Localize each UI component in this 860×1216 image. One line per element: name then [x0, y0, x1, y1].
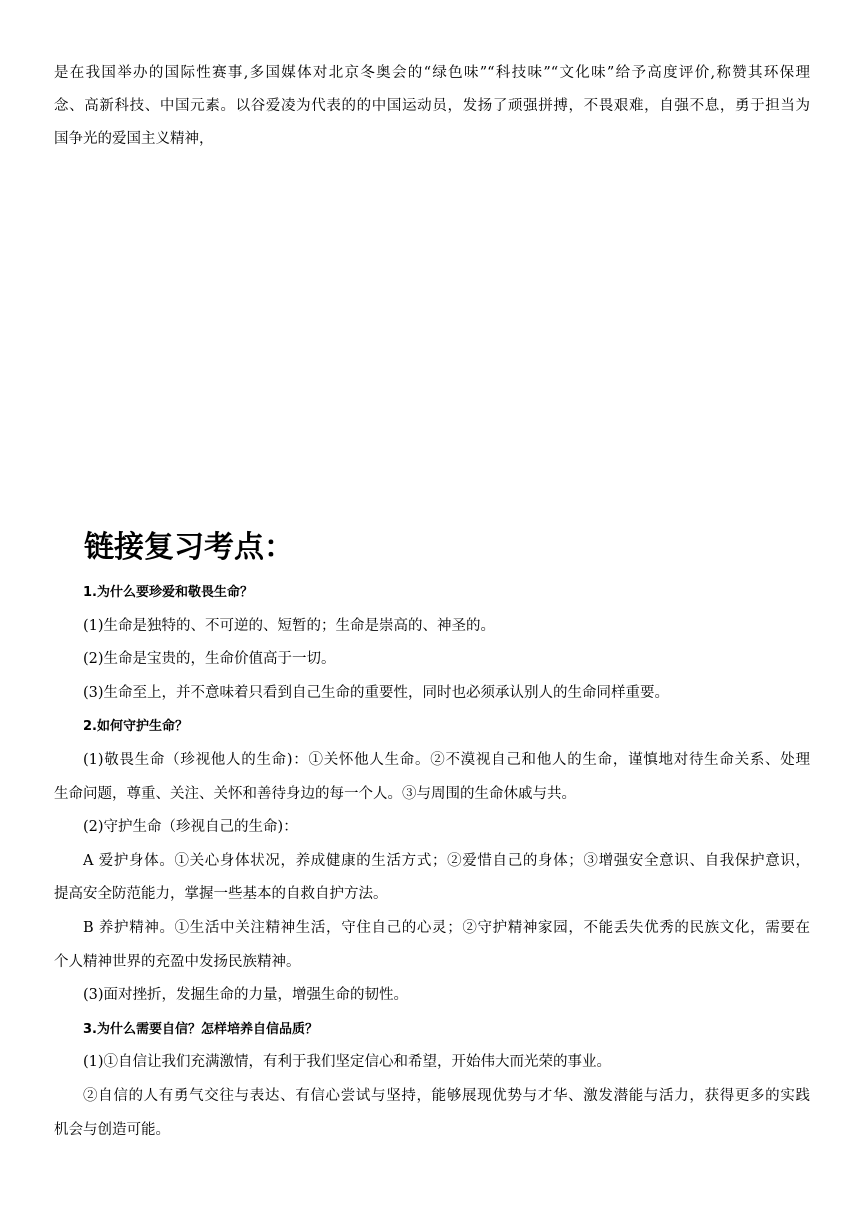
question-1-answer-1: (1)生命是独特的、不可逆的、短暂的；生命是崇高的、神圣的。 [83, 617, 496, 634]
intro-paragraph [54, 57, 810, 156]
question-2-answer-2: (2)守护生命（珍视自己的生命)： [83, 819, 298, 836]
question-2-answer-1-line-2: 生命问题，尊重、关注、关怀和善待身边的每一个人。③与周围的生命休戚与共。 [54, 785, 576, 802]
question-1-title: 1.为什么要珍爱和敬畏生命？ [83, 585, 253, 600]
question-3-answer-2-line-2: 机会与创造可能。 [54, 1121, 170, 1138]
intro-line-2: 念、高新科技、中国元素。以谷爱凌为代表的的中国运动员，发扬了顽强拼搏，不畏艰难，自强不息，勇于担当为 [54, 98, 810, 114]
question-1-answer-2: (2)生命是宝贵的，生命价值高于一切。 [83, 651, 336, 668]
question-3-title: 3.为什么需要自信？怎样培养自信品质？ [83, 1021, 318, 1037]
question-1-answer-3: (3)生命至上，并不意味着只看到自己生命的重要性，同时也必须承认别人的生命同样重要。 [83, 684, 670, 701]
question-2-answer-2a-line-1: A 爱护身体。①关心身体状况，养成健康的生活方式；②爱惜自己的身体；③增强安全意识、自我保护意识， [83, 852, 810, 869]
question-2-answer-3: (3)面对挫折，发掘生命的力量，增强生命的韧性。 [83, 987, 409, 1004]
review-points [54, 576, 810, 1147]
question-2-title: 2.如何守护生命？ [83, 719, 188, 735]
question-3-answer-1: (1)①自信让我们充满激情，有利于我们坚定信心和希望，开始伟大而光荣的事业。 [83, 1054, 612, 1071]
question-2-answer-2b-line-2: 个人精神世界的充盈中发扬民族精神。 [54, 953, 301, 970]
question-3-answer-2-line-1: ②自信的人有勇气交往与表达、有信心尝试与坚持，能够展现优势与才华、激发潜能与活力，获得更多的实践 [83, 1087, 810, 1104]
question-2-answer-1-line-1: (1)敬畏生命（珍视他人的生命)：①关怀他人生命。②不漠视自己和他人的生命，谨慎地对待生命关系、处理 [83, 751, 810, 768]
intro-line-1: 是在我国举办的国际性赛事,多国媒体对北京冬奥会的“绿色味”“科技味”“文化味”给予高度评价,称赞其环保理 [54, 65, 810, 81]
question-2-answer-2b-line-1: B 养护精神。①生活中关注精神生活，守住自己的心灵；②守护精神家园，不能丢失优秀的民族文化，需要在 [83, 919, 810, 936]
question-2-answer-2a-line-2: 提高安全防范能力，掌握一些基本的自救自护方法。 [54, 886, 388, 903]
section-title: 链接复习考点： [84, 530, 294, 565]
intro-line-3: 国争光的爱国主义精神， [54, 131, 214, 147]
